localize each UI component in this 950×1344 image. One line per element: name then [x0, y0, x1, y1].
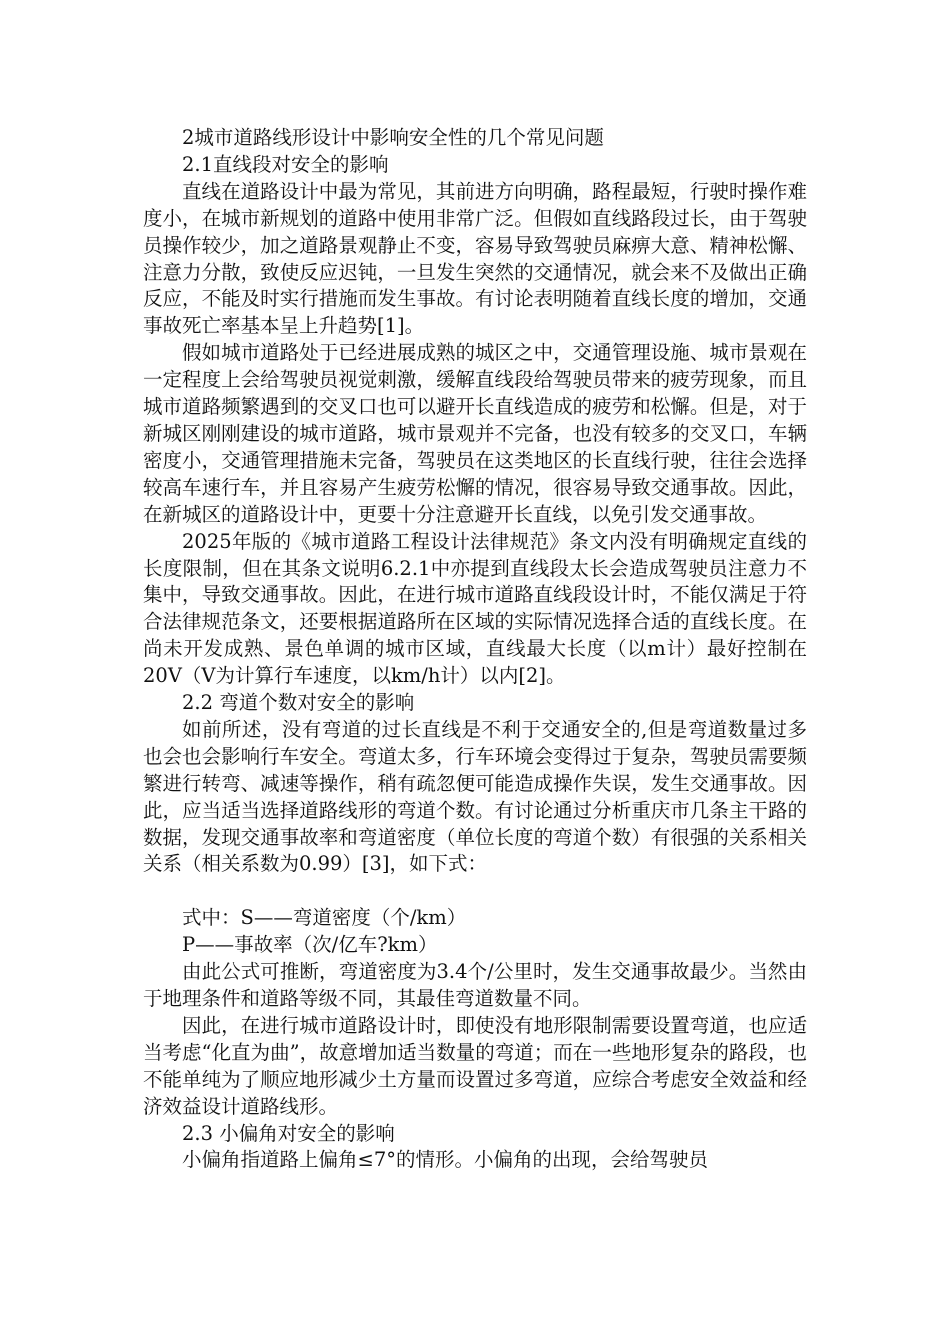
body-paragraph: 2025年版的《城市道路工程设计法律规范》条文内没有明确规定直线的长度限制，但在其条文说明6.2.1中亦提到直线段太长会造成驾驶员注意力不集中，导致交通事故。因此，在进行城市道路直线段设计时，不能仅满足于符合法律规范条文，还要根据道路所在区域的实际情况选择合适的直线长度。在尚未开发成熟、景色单调的城市区域，直线最大长度（以m计）最好控制在20V（V为计算行车速度，以km/h计）以内[2]。	[143, 529, 807, 688]
subsection-heading: 2.3 小偏角对安全的影响	[182, 1121, 395, 1145]
section-heading: 2城市道路线形设计中影响安全性的几个常见问题	[182, 126, 604, 149]
body-paragraph: 假如城市道路处于已经进展成熟的城区之中，交通管理设施、城市景观在一定程度上会给驾驶员视觉刺激，缓解直线段给驾驶员带来的疲劳现象，而且城市道路频繁遇到的交叉口也可以避开长直线造成的疲劳和松懈。但是，对于新城区刚刚建设的城市道路，城市景观并不完备，也没有较多的交叉口，车辆密度小，交通管理措施未完备，驾驶员在这类地区的长直线行驶，往往会选择较高车速行车，并且容易产生疲劳松懈的情况，很容易导致交通事故。因此，在新城区的道路设计中，更要十分注意避开长直线，以免引发交通事故。	[143, 341, 807, 526]
formula-placeholder	[143, 878, 807, 905]
body-paragraph: 如前所述，没有弯道的过长直线是不利于交通安全的,但是弯道数量过多也会也会影响行车安全。弯道太多，行车环境会变得过于复杂，驾驶员需要频繁进行转弯、减速等操作，稍有疏忽便可能造成操作失误，发生交通事故。因此，应当适当选择道路线形的弯道个数。有讨论通过分析重庆市几条主干路的数据，发现交通事故率和弯道密度（单位长度的弯道个数）有很强的关系相关关系（相关系数为0.99）[3]，如下式：	[143, 717, 807, 876]
formula-definition: P——事故率（次/亿车?km）	[182, 933, 438, 957]
body-paragraph: 因此，在进行城市道路设计时，即使没有地形限制需要设置弯道，也应适当考虑“化直为曲”，故意增加适当数量的弯道；而在一些地形复杂的路段，也不能单纯为了顺应地形减少土方量而设置过多弯道，应综合考虑安全效益和经济效益设计道路线形。	[143, 1013, 807, 1118]
body-paragraph: 由此公式可推断，弯道密度为3.4个/公里时，发生交通事故最少。当然由于地理条件和道路等级不同，其最佳弯道数量不同。	[143, 960, 807, 1010]
body-paragraph: 小偏角指道路上偏角≤7°的情形。小偏角的出现，会给驾驶员	[182, 1148, 708, 1172]
subsection-heading: 2.1直线段对安全的影响	[182, 152, 389, 176]
body-paragraph: 直线在道路设计中最为常见，其前进方向明确，路程最短，行驶时操作难度小，在城市新规划的道路中使用非常广泛。但假如直线路段过长，由于驾驶员操作较少，加之道路景观静止不变，容易导致驾驶员麻痹大意、精神松懈、注意力分散，致使反应迟钝，一旦发生突然的交通情况，就会来不及做出正确反应，不能及时实行措施而发生事故。有讨论表明随着直线长度的增加，交通事故死亡率基本呈上升趋势[1]。	[143, 179, 807, 338]
subsection-heading: 2.2 弯道个数对安全的影响	[182, 691, 415, 715]
document-body	[143, 125, 807, 1174]
formula-definition: 式中：S——弯道密度（个/km）	[182, 906, 467, 930]
